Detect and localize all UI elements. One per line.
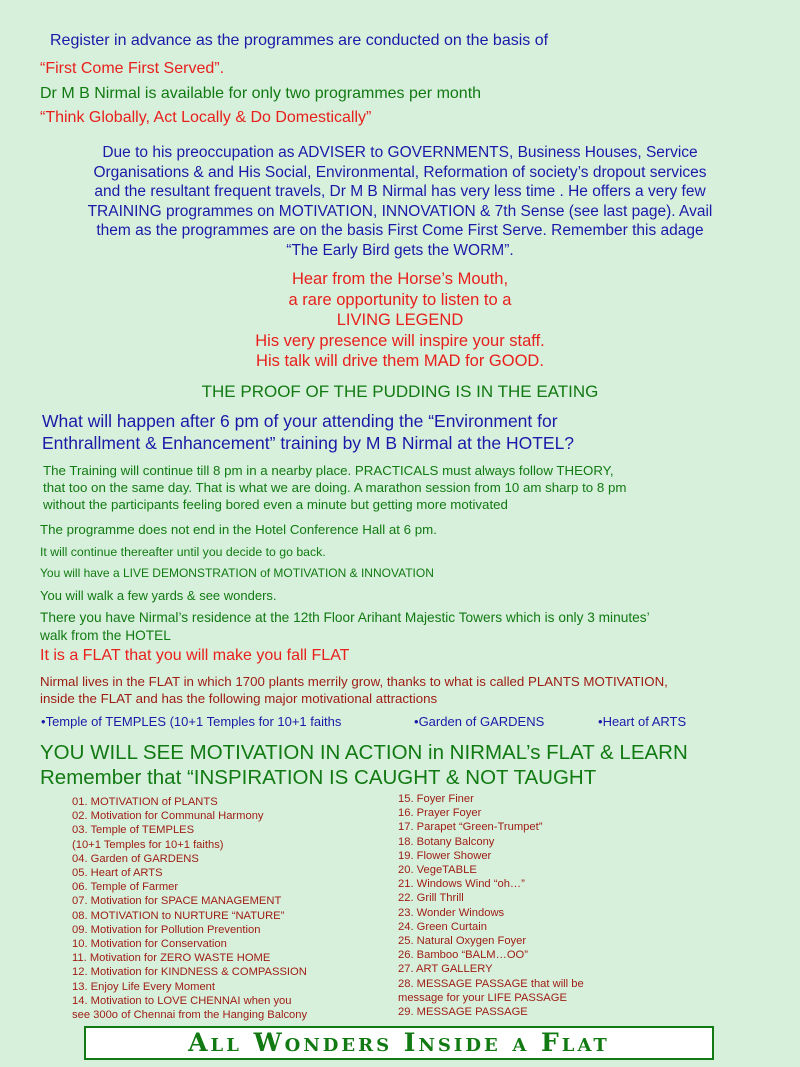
list-item: 18. Botany Balcony: [398, 835, 495, 848]
preoccupation-line: TRAINING programmes on MOTIVATION, INNOVATION & 7th Sense (see last page). Avail: [87, 202, 713, 220]
preoccupation-paragraph: [20, 143, 780, 260]
horse-line: a rare opportunity to listen to a: [288, 290, 512, 309]
bullet-label: Temple of TEMPLES (10+1 Temples for 10+1 faiths: [45, 714, 342, 729]
programme-not-end: The programme does not end in the Hotel Conference Hall at 6 pm.: [40, 522, 437, 537]
list-item: 04. Garden of GARDENS: [72, 852, 199, 865]
register-line: Register in advance as the programmes are conducted on the basis of: [50, 32, 549, 49]
live-demo-line: You will have a LIVE DEMONSTRATION of MOTIVATION & INNOVATION: [40, 566, 434, 580]
list-item: 26. Bamboo “BALM…OO”: [398, 949, 528, 962]
preoccupation-line: them as the programmes are on the basis First Come First Serve. Remember this adage: [96, 222, 704, 239]
bullet-heart: [598, 714, 686, 729]
wonders-banner: All Wonders Inside a Flat: [84, 1026, 714, 1060]
list-item: message for your LIFE PASSAGE: [398, 991, 567, 1004]
bullet-temple: [41, 714, 341, 729]
list-item: 20. VegeTABLE: [398, 864, 477, 877]
list-item: 22. Grill Thrill: [398, 892, 464, 905]
horse-line: LIVING LEGEND: [336, 311, 464, 329]
horse-line: Hear from the Horse’s Mouth,: [291, 270, 509, 288]
preoccupation-line: and the resultant frequent travels, Dr M B Nirmal has very less time . He offers a very few: [94, 183, 706, 200]
residence-line: walk from the HOTEL: [40, 628, 171, 643]
list-item: (10+1 Temples for 10+1 faiths): [72, 838, 224, 851]
list-item: 10. Motivation for Conservation: [72, 938, 227, 951]
bullet-icon: •: [414, 714, 419, 729]
attractions-list-left: [72, 795, 307, 1022]
bullet-label: Heart of ARTS: [602, 714, 687, 729]
availability-line: Dr M B Nirmal is available for only two programmes per month: [40, 85, 482, 102]
preoccupation-line: Due to his preoccupation as ADVISER to GOVERNMENTS, Business Houses, Service: [102, 144, 698, 161]
list-item: 11. Motivation for ZERO WASTE HOME: [72, 952, 271, 965]
list-item: 06. Temple of Farmer: [72, 881, 179, 894]
list-item: 16. Prayer Foyer: [398, 807, 482, 820]
list-item: 24. Green Curtain: [398, 920, 487, 933]
think-globally-line: “Think Globally, Act Locally & Do Domestically”: [40, 109, 372, 126]
list-item: 21. Windows Wind “oh…”: [398, 878, 525, 891]
list-item: 15. Foyer Finer: [398, 793, 474, 805]
first-come-line: “First Come First Served”.: [40, 60, 225, 77]
flat-line: It is a FLAT that you will make you fall FLAT: [40, 647, 350, 664]
training-line: that too on the same day. That is what we are doing. A marathon session from 10 am sharp to 8 pm: [43, 480, 627, 495]
list-item: 23. Wonder Windows: [398, 906, 505, 919]
list-item: 14. Motivation to LOVE CHENNAI when you: [72, 994, 292, 1007]
training-line: The Training will continue till 8 pm in a nearby place. PRACTICALS must always follow THEORY,: [43, 463, 614, 478]
training-line: without the participants feeling bored even a minute but getting more motivated: [43, 497, 508, 512]
list-item: 02. Motivation for Communal Harmony: [72, 810, 264, 823]
list-item: 03. Temple of TEMPLES: [72, 824, 195, 837]
plants-line: inside the FLAT and has the following major motivational attractions: [40, 691, 438, 706]
attractions-list-right: [398, 792, 584, 1019]
list-item: 29. MESSAGE PASSAGE: [398, 1006, 528, 1019]
bullet-icon: •: [598, 714, 603, 729]
residence-line: There you have Nirmal’s residence at the 12th Floor Arihant Majestic Towers which is only 3 minutes’: [40, 610, 650, 625]
list-item: 12. Motivation for KINDNESS & COMPASSION: [72, 966, 307, 979]
headline-line-1: YOU WILL SEE MOTIVATION IN ACTION in NIRMAL’s FLAT & LEARN: [40, 741, 688, 764]
walk-line: You will walk a few yards & see wonders.: [40, 588, 277, 603]
preoccupation-line: “The Early Bird gets the WORM”.: [286, 241, 514, 259]
continue-line: It will continue thereafter until you decide to go back.: [40, 545, 326, 559]
bullet-label: Garden of GARDENS: [418, 714, 545, 729]
living-legend-block: [0, 269, 800, 372]
list-item: 07. Motivation for SPACE MANAGEMENT: [72, 895, 282, 908]
list-item: see 300o of Chennai from the Hanging Balcony: [72, 1009, 308, 1022]
horse-line: His very presence will inspire your staff.: [255, 331, 545, 350]
list-item: 25. Natural Oxygen Foyer: [398, 935, 527, 948]
plants-line: Nirmal lives in the FLAT in which 1700 plants merrily grow, thanks to what is called PLANTS MOTIVATION,: [40, 674, 668, 689]
question-line-1: What will happen after 6 pm of your attending the “Environment for: [42, 411, 558, 431]
headline-line-2: Remember that “INSPIRATION IS CAUGHT & NOT TAUGHT: [40, 766, 597, 789]
preoccupation-line: Organisations & and His Social, Environmental, Reformation of society’s dropout services: [93, 163, 707, 181]
list-item: 01. MOTIVATION of PLANTS: [72, 796, 218, 808]
list-item: 08. MOTIVATION to NURTURE “NATURE”: [72, 909, 285, 922]
list-item: 28. MESSAGE PASSAGE that will be: [398, 977, 584, 990]
proof-heading: THE PROOF OF THE PUDDING IS IN THE EATING: [201, 382, 599, 401]
list-item: 13. Enjoy Life Every Moment: [72, 980, 216, 993]
bullet-icon: •: [41, 714, 46, 729]
list-item: 19. Flower Shower: [398, 849, 492, 862]
list-item: 17. Parapet “Green-Trumpet”: [398, 821, 543, 834]
question-line-2: Enthrallment & Enhancement” training by M B Nirmal at the HOTEL?: [42, 433, 575, 453]
list-item: 05. Heart of ARTS: [72, 867, 163, 880]
list-item: 27. ART GALLERY: [398, 963, 493, 976]
list-item: 09. Motivation for Pollution Prevention: [72, 923, 261, 936]
bullet-garden: [414, 714, 544, 729]
horse-line: His talk will drive them MAD for GOOD.: [256, 352, 544, 370]
